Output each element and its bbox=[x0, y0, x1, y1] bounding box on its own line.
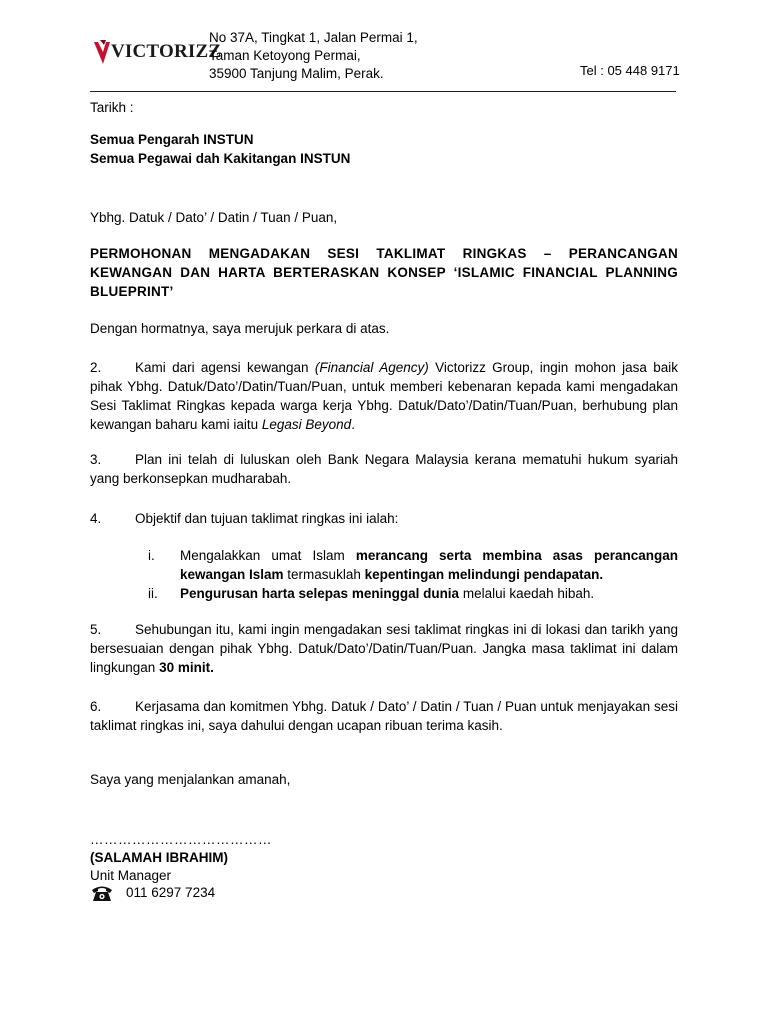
objective-list-item bbox=[148, 546, 678, 584]
paragraph-5 bbox=[90, 620, 678, 677]
objective-list-item bbox=[148, 584, 678, 603]
salutation: Ybhg. Datuk / Dato’ / Datin / Tuan / Puan, bbox=[90, 210, 338, 225]
address-line-1: No 37A, Tingkat 1, Jalan Permai 1, bbox=[209, 30, 418, 45]
list-bold-text: merancang serta membina asas perancangan kewangan Islam bbox=[180, 548, 678, 582]
paragraph-italic-text: (Financial Agency) bbox=[314, 360, 429, 375]
company-address bbox=[209, 29, 418, 83]
paragraph-text: Kerjasama dan komitmen Ybhg. Datuk / Dato’ / Datin / Tuan / Puan untuk menjayakan sesi taklimat ringkas ini, saya dahului dengan ucapan ribuan terima kasih. bbox=[90, 699, 678, 733]
paragraph-3 bbox=[90, 450, 678, 488]
logo-text: VICTORIZZ bbox=[111, 41, 222, 62]
company-telephone: Tel : 05 448 9171 bbox=[580, 63, 680, 78]
signatory-phone bbox=[90, 883, 215, 902]
signatory-title: Unit Manager bbox=[90, 868, 172, 883]
paragraph-text: . bbox=[351, 417, 355, 432]
paragraph-number: 5. bbox=[90, 622, 102, 637]
list-bold-text: Pengurusan harta selepas meninggal dunia bbox=[180, 586, 460, 601]
product-name: Legasi Beyond bbox=[261, 417, 352, 432]
paragraph-2 bbox=[90, 358, 678, 434]
paragraph-number: 2. bbox=[90, 360, 102, 375]
closing-line: Saya yang menjalankan amanah, bbox=[90, 772, 291, 787]
subject-heading: PERMOHONAN MENGADAKAN SESI TAKLIMAT RINGKAS – PERANCANGAN KEWANGAN DAN HARTA BERTERASKAN KONSEP ‘ISLAMIC FINANCIAL PLANNING BLUEPRINT’ bbox=[90, 246, 678, 299]
address-line-2: Taman Ketoyong Permai, bbox=[209, 48, 361, 63]
telephone-icon bbox=[90, 884, 114, 902]
paragraph-number: 6. bbox=[90, 699, 102, 714]
signatory-name: (SALAMAH IBRAHIM) bbox=[90, 850, 228, 865]
list-text: termasuklah bbox=[283, 567, 365, 582]
paragraph-text: Kami dari agensi kewangan bbox=[135, 360, 315, 375]
paragraph-text: Plan ini telah di luluskan oleh Bank Negara Malaysia kerana mematuhi hukum syariah yang berkonsepkan mudharabah. bbox=[90, 452, 678, 486]
list-item-text bbox=[180, 546, 678, 584]
recipients bbox=[90, 130, 678, 168]
letterhead-divider bbox=[90, 91, 676, 92]
duration-text: 30 minit. bbox=[159, 660, 214, 675]
date-label: Tarikh : bbox=[90, 100, 134, 115]
list-bold-text: kepentingan melindungi pendapatan. bbox=[364, 567, 604, 582]
paragraph-number: 3. bbox=[90, 452, 102, 467]
list-number: ii. bbox=[148, 586, 158, 601]
signature-line: ………………………………… bbox=[90, 832, 272, 847]
paragraph-6 bbox=[90, 697, 678, 735]
intro-paragraph: Dengan hormatnya, saya merujuk perkara di atas. bbox=[90, 321, 390, 336]
paragraph-number: 4. bbox=[90, 511, 102, 526]
paragraph-text: Victorizz Group, ingin mohon jasa baik pihak Ybhg. Datuk/Dato’/Datin/Tuan/Puan, untuk memberi kebenaran kepada kami mengadakan Sesi Taklimat Ringkas kepada warga kerja Ybhg. Datuk/Dato’/Datin/Tuan/Puan, berhubung plan kewangan baharu kami iaitu bbox=[90, 360, 679, 432]
list-text: melalui kaedah hibah. bbox=[459, 586, 595, 601]
list-item-text bbox=[180, 584, 678, 603]
paragraph-4 bbox=[90, 509, 678, 528]
address-line-3: 35900 Tanjung Malim, Perak. bbox=[209, 66, 384, 81]
paragraph-text: Sehubungan itu, kami ingin mengadakan sesi taklimat ringkas ini di lokasi dan tarikh yang bersesuaian dengan pihak Ybhg. Datuk/Dato’/Datin/Tuan/Puan. Jangka masa taklimat ini dalam lingkungan bbox=[90, 622, 678, 675]
paragraph-text: Objektif dan tujuan taklimat ringkas ini ialah: bbox=[135, 511, 399, 526]
phone-number: 011 6297 7234 bbox=[126, 885, 216, 900]
company-logo bbox=[92, 38, 221, 66]
recipient-line-1: Semua Pengarah INSTUN bbox=[90, 132, 254, 147]
list-number: i. bbox=[148, 548, 155, 563]
recipient-line-2: Semua Pegawai dah Kakitangan INSTUN bbox=[90, 151, 351, 166]
list-text: Mengalakkan umat Islam bbox=[180, 548, 356, 563]
victorizz-logo-mark-icon bbox=[92, 38, 112, 66]
